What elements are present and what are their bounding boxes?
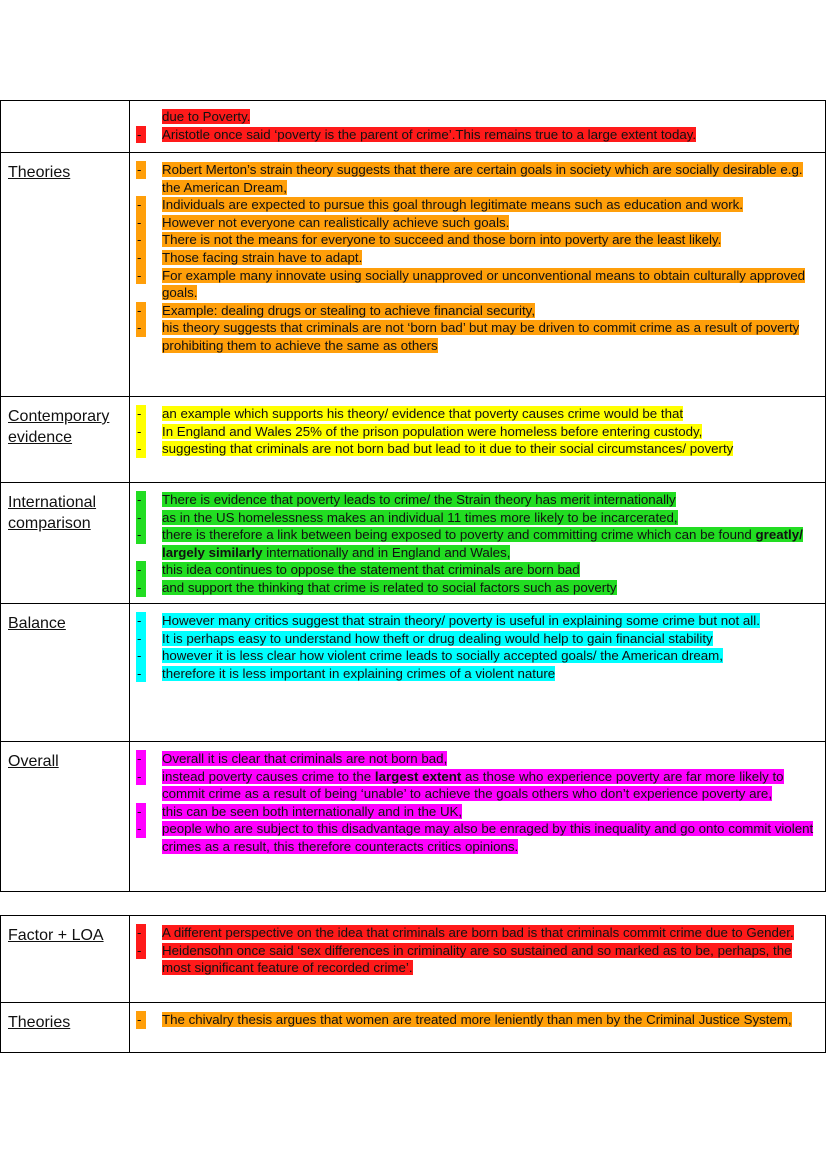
table-row <box>1 482 825 603</box>
list-item: - There is evidence that poverty leads to crime/ the Strain theory has merit internationally <box>137 492 676 507</box>
row-label: Theories <box>1 1003 130 1052</box>
list-item: - Robert Merton’s strain theory suggests that there are certain goals in society which are socially desirable e.g. the American Dream, <box>137 162 803 195</box>
table-row <box>1 101 825 152</box>
row-content <box>130 101 825 152</box>
list-item: - this idea continues to oppose the statement that criminals are born bad <box>137 562 580 578</box>
row-label: International comparison <box>1 483 130 603</box>
list-item: - people who are subject to this disadvantage may also be enraged by this inequality and go onto commit violent crimes as a result, this therefore counteracts critics opinions. <box>137 821 814 854</box>
list-item: - There is not the means for everyone to succeed and those born into poverty are the least likely. <box>137 232 722 248</box>
table-row <box>1 741 825 891</box>
row-label: Overall <box>1 742 130 891</box>
list-item: - Individuals are expected to pursue this goal through legitimate means such as education and work. <box>137 197 743 213</box>
row-label: Factor + LOA <box>1 916 130 1002</box>
list-item: - Example: dealing drugs or stealing to achieve financial security, <box>137 302 536 318</box>
row-label <box>1 101 130 152</box>
list-item: - A different perspective on the idea that criminals are born bad is that criminals commit crime due to Gender. <box>137 925 794 940</box>
list-item: - For example many innovate using socially unapproved or unconventional means to obtain culturally approved goals. <box>137 267 806 301</box>
list-item: - this can be seen both internationally and in the UK, <box>137 803 463 819</box>
table-row <box>1 1002 825 1052</box>
list-item: - The chivalry thesis argues that women are treated more leniently than men by the Criminal Justice System, <box>137 1012 792 1027</box>
row-content <box>130 1003 825 1052</box>
list-item: - however it is less clear how violent crime leads to socially accepted goals/ the American dream, <box>137 648 723 664</box>
row-label: Contemporary evidence <box>1 397 130 482</box>
row-content <box>130 604 825 741</box>
row-content <box>130 153 825 396</box>
list-item: - However not everyone can realistically achieve such goals. <box>137 214 510 230</box>
list-item: - an example which supports his theory/ evidence that poverty causes crime would be that <box>137 406 684 421</box>
list-item: - his theory suggests that criminals are not ‘born bad’ but may be driven to commit crime as a result of poverty prohibiting them to achieve the same as others <box>137 320 800 353</box>
row-label: Balance <box>1 604 130 741</box>
list-item: - suggesting that criminals are not born bad but lead to it due to their social circumstances/ poverty <box>137 441 734 457</box>
table-row <box>1 396 825 482</box>
row-content <box>130 483 825 603</box>
list-item: - instead poverty causes crime to the largest extent as those who experience poverty are far more likely to commit crime as a result of being ‘unable’ to achieve the goals others who don’t experience poverty are, <box>137 768 784 802</box>
row-content <box>130 742 825 891</box>
list-item: - therefore it is less important in explaining crimes of a violent nature <box>137 665 556 681</box>
list-item: - as in the US homelessness makes an individual 11 times more likely to be incarcerated, <box>137 509 678 525</box>
list-item: - However many critics suggest that strain theory/ poverty is useful in explaining some crime but not all. <box>137 613 760 628</box>
list-item: - Aristotle once said ‘poverty is the parent of crime’.This remains true to a large extent today. <box>137 126 697 142</box>
list-item: - there is therefore a link between being exposed to poverty and committing crime which can be found greatly/ largely similarly internationally and in England and Wales, <box>137 527 803 560</box>
table-row <box>1 603 825 741</box>
essay-table-poverty <box>0 100 826 892</box>
list-item: - It is perhaps easy to understand how theft or drug dealing would help to gain financial stability <box>137 630 713 646</box>
list-item: - In England and Wales 25% of the prison population were homeless before entering custody, <box>137 423 703 439</box>
list-item: - Those facing strain have to adapt. <box>137 249 363 265</box>
row-content <box>130 916 825 1002</box>
essay-table-gender <box>0 915 826 1053</box>
row-label: Theories <box>1 153 130 396</box>
row-content <box>130 397 825 482</box>
list-item: - Overall it is clear that criminals are not born bad, <box>137 751 448 766</box>
table-row <box>1 916 825 1002</box>
continuation-line: due to Poverty. <box>162 109 251 124</box>
table-row <box>1 152 825 396</box>
list-item: - and support the thinking that crime is related to social factors such as poverty <box>137 579 617 595</box>
list-item: - Heidensohn once said ‘sex differences in criminality are so sustained and so marked as to be, perhaps, the most significant feature of recorded crime’. <box>137 942 792 976</box>
